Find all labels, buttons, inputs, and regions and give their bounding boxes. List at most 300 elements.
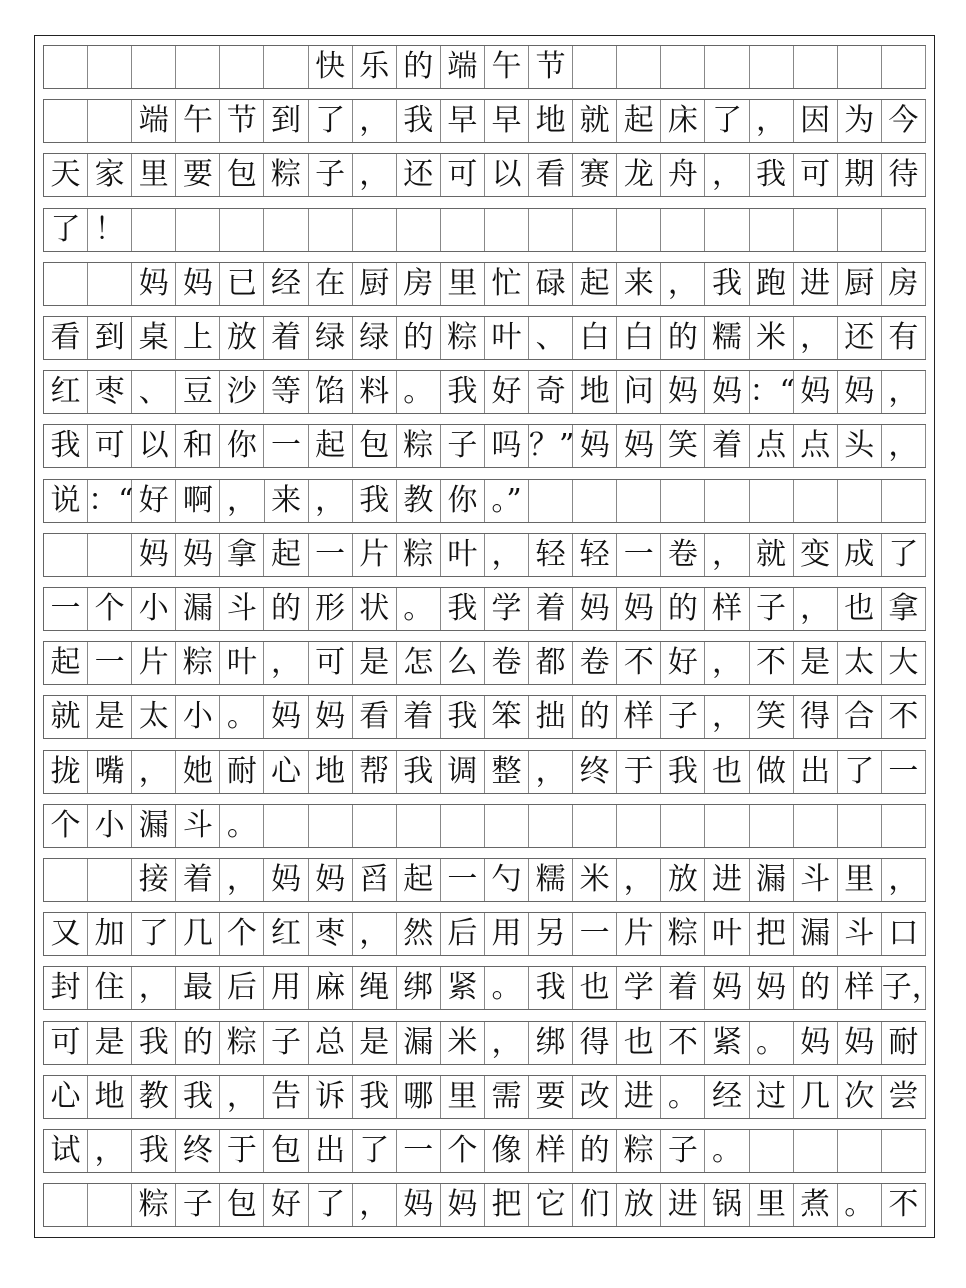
- character-cell: 包: [353, 425, 397, 467]
- character-cell: 笑: [661, 425, 705, 467]
- character-cell: 了: [132, 913, 176, 955]
- character-cell: 还: [838, 317, 882, 359]
- character-cell: 可: [44, 1022, 88, 1064]
- character-cell: 妈: [705, 371, 749, 413]
- character-cell: 进: [617, 1076, 661, 1118]
- character-cell: 放: [617, 1184, 661, 1226]
- character-cell: 出: [309, 1130, 353, 1172]
- character-cell: 问: [617, 371, 661, 413]
- empty-cell: [838, 1130, 882, 1172]
- character-cell: 漏: [397, 1022, 441, 1064]
- character-cell: 妈: [397, 1184, 441, 1226]
- character-cell: 合: [838, 696, 882, 738]
- character-cell: 到: [264, 100, 308, 142]
- punctuation-cell: 。”: [485, 480, 529, 522]
- punctuation-cell: ，: [705, 642, 749, 684]
- punctuation-cell: 。: [397, 588, 441, 630]
- character-cell: 和: [176, 425, 220, 467]
- character-cell: 尝: [882, 1076, 926, 1118]
- character-cell: 不: [882, 1184, 926, 1226]
- character-cell: 一: [617, 534, 661, 576]
- character-cell: 你: [220, 425, 264, 467]
- character-cell: 笨: [485, 696, 529, 738]
- character-cell: 赛: [573, 154, 617, 196]
- character-cell: 得: [794, 696, 838, 738]
- character-cell: 小: [176, 696, 220, 738]
- empty-cell: [529, 805, 573, 847]
- character-cell: 试: [44, 1130, 88, 1172]
- character-cell: 后: [220, 967, 264, 1009]
- character-cell: 粽: [661, 913, 705, 955]
- punctuation-cell: 、: [132, 371, 176, 413]
- character-cell: 粽: [617, 1130, 661, 1172]
- character-cell: 么: [441, 642, 485, 684]
- essay-line: [43, 1021, 926, 1065]
- empty-cell: [573, 480, 617, 522]
- empty-cell: [44, 263, 88, 305]
- empty-cell: [617, 805, 661, 847]
- character-cell: 地: [573, 371, 617, 413]
- character-cell: 斗: [220, 588, 264, 630]
- empty-cell: [750, 209, 794, 251]
- character-cell: 个: [441, 1130, 485, 1172]
- character-cell: 后: [441, 913, 485, 955]
- character-cell: 拙: [529, 696, 573, 738]
- character-cell: 的: [264, 588, 308, 630]
- empty-cell: [573, 46, 617, 88]
- empty-cell: [44, 100, 88, 142]
- character-cell: 床: [661, 100, 705, 142]
- character-cell: 以: [485, 154, 529, 196]
- empty-cell: [750, 1130, 794, 1172]
- character-cell: 个: [88, 588, 132, 630]
- character-cell: 叶: [705, 913, 749, 955]
- character-cell: 起: [573, 263, 617, 305]
- empty-cell: [88, 859, 132, 901]
- character-cell: 妈: [838, 1022, 882, 1064]
- character-cell: 麻: [309, 967, 353, 1009]
- empty-cell: [397, 805, 441, 847]
- character-cell: 了: [353, 1130, 397, 1172]
- empty-cell: [750, 46, 794, 88]
- character-cell: 跑: [750, 263, 794, 305]
- character-cell: 里: [441, 1076, 485, 1118]
- character-cell: 也: [838, 588, 882, 630]
- character-cell: 样: [705, 588, 749, 630]
- character-cell: 起: [617, 100, 661, 142]
- character-cell: 卷: [661, 534, 705, 576]
- empty-cell: [882, 805, 926, 847]
- empty-cell: [176, 46, 220, 88]
- character-cell: 我: [750, 154, 794, 196]
- character-cell: 绑: [397, 967, 441, 1009]
- character-cell: 妈: [750, 967, 794, 1009]
- character-cell: 我: [661, 751, 705, 793]
- essay-line: [43, 587, 926, 631]
- punctuation-cell: ，: [353, 100, 397, 142]
- punctuation-cell: ，: [309, 480, 353, 522]
- character-cell: 放: [220, 317, 264, 359]
- essay-line: [43, 1075, 926, 1119]
- essay-line: [43, 1183, 926, 1227]
- punctuation-cell: 。: [661, 1076, 705, 1118]
- character-cell: 的: [573, 1130, 617, 1172]
- empty-cell: [661, 209, 705, 251]
- character-cell: 加: [88, 913, 132, 955]
- character-cell: 舟: [661, 154, 705, 196]
- empty-cell: [838, 209, 882, 251]
- character-cell: 紧: [441, 967, 485, 1009]
- character-cell: 到: [88, 317, 132, 359]
- essay-line: [43, 912, 926, 956]
- character-cell: 好: [132, 480, 176, 522]
- character-cell: 了: [705, 100, 749, 142]
- character-cell: 起: [44, 642, 88, 684]
- empty-cell: [794, 209, 838, 251]
- empty-cell: [264, 46, 308, 88]
- character-cell: 片: [353, 534, 397, 576]
- character-cell: 用: [485, 913, 529, 955]
- essay-line: [43, 858, 926, 902]
- character-cell: 着: [397, 696, 441, 738]
- character-cell: 次: [838, 1076, 882, 1118]
- punctuation-cell: 。: [397, 371, 441, 413]
- character-cell: 一: [441, 859, 485, 901]
- punctuation-cell: ，: [353, 913, 397, 955]
- character-cell: 看: [529, 154, 573, 196]
- punctuation-cell: 。: [220, 805, 264, 847]
- punctuation-cell: ，: [220, 859, 264, 901]
- character-cell: 里: [750, 1184, 794, 1226]
- empty-cell: [220, 209, 264, 251]
- character-cell: 需: [485, 1076, 529, 1118]
- empty-cell: [485, 209, 529, 251]
- empty-cell: [794, 805, 838, 847]
- empty-cell: [44, 1184, 88, 1226]
- character-cell: 米: [441, 1022, 485, 1064]
- character-cell: 桌: [132, 317, 176, 359]
- empty-cell: [750, 805, 794, 847]
- character-cell: 起: [309, 425, 353, 467]
- character-cell: 得: [573, 1022, 617, 1064]
- character-cell: 以: [132, 425, 176, 467]
- punctuation-cell: ，: [353, 1184, 397, 1226]
- punctuation-cell: ，: [220, 1076, 264, 1118]
- character-cell: 是: [353, 1022, 397, 1064]
- character-cell: 一: [573, 913, 617, 955]
- punctuation-cell: ，: [705, 696, 749, 738]
- character-cell: 状: [353, 588, 397, 630]
- character-cell: 子: [661, 1130, 705, 1172]
- character-cell: 你: [441, 480, 485, 522]
- character-cell: 于: [220, 1130, 264, 1172]
- empty-cell: [309, 805, 353, 847]
- character-cell: 点: [794, 425, 838, 467]
- character-cell: 它: [529, 1184, 573, 1226]
- character-cell: 奇: [529, 371, 573, 413]
- character-cell: 了: [309, 1184, 353, 1226]
- character-cell: 天: [44, 154, 88, 196]
- character-cell: 改: [573, 1076, 617, 1118]
- character-cell: 妈: [264, 696, 308, 738]
- character-cell: 豆: [176, 371, 220, 413]
- character-cell: 家: [88, 154, 132, 196]
- character-cell: 妈: [705, 967, 749, 1009]
- essay-line: [43, 1129, 926, 1173]
- character-cell: 也: [573, 967, 617, 1009]
- character-cell: 把: [750, 913, 794, 955]
- character-cell: 为: [838, 100, 882, 142]
- essay-line: [43, 262, 926, 306]
- character-cell: 妈: [176, 534, 220, 576]
- character-cell: 的: [661, 317, 705, 359]
- character-cell: 红: [44, 371, 88, 413]
- character-cell: 子: [309, 154, 353, 196]
- character-cell: 把: [485, 1184, 529, 1226]
- character-cell: 点: [750, 425, 794, 467]
- character-cell: 放: [661, 859, 705, 901]
- essay-line: [43, 153, 926, 197]
- character-cell: 斗: [794, 859, 838, 901]
- character-cell: 里: [441, 263, 485, 305]
- character-cell: 绿: [353, 317, 397, 359]
- character-cell: 看: [44, 317, 88, 359]
- character-cell: 妈: [132, 534, 176, 576]
- essay-line: [43, 370, 926, 414]
- character-cell: 妈: [132, 263, 176, 305]
- empty-cell: [441, 209, 485, 251]
- character-cell: 起: [264, 534, 308, 576]
- character-cell: 她: [176, 751, 220, 793]
- character-cell: 起: [397, 859, 441, 901]
- character-cell: 看: [353, 696, 397, 738]
- punctuation-cell: ，: [882, 371, 926, 413]
- character-cell: 是: [794, 642, 838, 684]
- character-cell: 的: [661, 588, 705, 630]
- punctuation-cell: 。: [485, 967, 529, 1009]
- character-cell: 可: [309, 642, 353, 684]
- empty-cell: [353, 209, 397, 251]
- punctuation-cell: ，: [485, 1022, 529, 1064]
- punctuation-cell: ，: [661, 263, 705, 305]
- character-cell: 紧: [705, 1022, 749, 1064]
- punctuation-cell: ，: [882, 859, 926, 901]
- character-cell: 一: [44, 588, 88, 630]
- character-cell: 粽: [441, 317, 485, 359]
- character-cell: 教: [397, 480, 441, 522]
- character-cell: 妈: [794, 371, 838, 413]
- character-cell: 几: [794, 1076, 838, 1118]
- character-cell: 着: [661, 967, 705, 1009]
- essay-line: [43, 750, 926, 794]
- punctuation-cell: ，: [132, 967, 176, 1009]
- empty-cell: [882, 480, 926, 522]
- empty-cell: [750, 480, 794, 522]
- character-cell: 拿: [220, 534, 264, 576]
- character-cell: 米: [750, 317, 794, 359]
- character-cell: 可: [88, 425, 132, 467]
- essay-line: [43, 966, 942, 1010]
- essay-line: [43, 424, 926, 468]
- character-cell: 粽: [397, 425, 441, 467]
- character-cell: 了: [838, 751, 882, 793]
- character-cell: 进: [705, 859, 749, 901]
- character-cell: 叶: [220, 642, 264, 684]
- character-cell: 漏: [132, 805, 176, 847]
- character-cell: 的: [176, 1022, 220, 1064]
- character-cell: 绿: [309, 317, 353, 359]
- character-cell: 诉: [309, 1076, 353, 1118]
- character-cell: 地: [529, 100, 573, 142]
- character-cell: 糯: [705, 317, 749, 359]
- character-cell: 房: [397, 263, 441, 305]
- character-cell: 就: [573, 100, 617, 142]
- character-cell: 是: [88, 696, 132, 738]
- character-cell: 子: [264, 1022, 308, 1064]
- character-cell: 妈: [309, 696, 353, 738]
- character-cell: 子: [750, 588, 794, 630]
- character-cell: 还: [397, 154, 441, 196]
- character-cell: 学: [485, 588, 529, 630]
- character-cell: 着: [264, 317, 308, 359]
- punctuation-cell: ，: [88, 1130, 132, 1172]
- character-cell: 笑: [750, 696, 794, 738]
- character-cell: 进: [794, 263, 838, 305]
- essay-line: [43, 479, 926, 523]
- character-cell: 沙: [220, 371, 264, 413]
- empty-cell: [882, 1130, 926, 1172]
- character-cell: 妈: [617, 588, 661, 630]
- punctuation-cell: ，: [353, 154, 397, 196]
- character-cell: 卷: [485, 642, 529, 684]
- character-cell: 个: [220, 913, 264, 955]
- character-cell: 已: [220, 263, 264, 305]
- character-cell: 耐: [220, 751, 264, 793]
- character-cell: 粽: [397, 534, 441, 576]
- character-cell: 做: [750, 751, 794, 793]
- character-cell: 的: [573, 696, 617, 738]
- punctuation-cell: ，: [132, 751, 176, 793]
- character-cell: 好: [661, 642, 705, 684]
- character-cell: 太: [132, 696, 176, 738]
- character-cell: 好: [485, 371, 529, 413]
- character-cell: 我: [353, 1076, 397, 1118]
- character-cell: 来: [617, 263, 661, 305]
- character-cell: 是: [353, 642, 397, 684]
- character-cell: 等: [264, 371, 308, 413]
- character-cell: 着: [705, 425, 749, 467]
- character-cell: 煮: [794, 1184, 838, 1226]
- empty-cell: [794, 46, 838, 88]
- empty-cell: [838, 480, 882, 522]
- character-cell: 可: [441, 154, 485, 196]
- empty-cell: [353, 805, 397, 847]
- punctuation-cell: 、: [529, 317, 573, 359]
- character-cell: 了: [882, 534, 926, 576]
- character-cell: 我: [397, 100, 441, 142]
- character-cell: 锅: [705, 1184, 749, 1226]
- punctuation-cell: ，: [750, 100, 794, 142]
- empty-cell: [88, 1184, 132, 1226]
- character-cell: 住: [88, 967, 132, 1009]
- character-cell: 可: [794, 154, 838, 196]
- character-cell: 斗: [838, 913, 882, 955]
- character-cell: 妈: [264, 859, 308, 901]
- character-cell: 吗: [485, 425, 529, 467]
- punctuation-cell: ，: [220, 480, 264, 522]
- character-cell: 地: [309, 751, 353, 793]
- character-cell: 我: [441, 696, 485, 738]
- empty-cell: [176, 209, 220, 251]
- character-cell: 要: [176, 154, 220, 196]
- character-cell: 总: [309, 1022, 353, 1064]
- character-cell: 样: [617, 696, 661, 738]
- character-cell: 我: [705, 263, 749, 305]
- empty-cell: [529, 209, 573, 251]
- essay-line: [43, 208, 926, 252]
- empty-cell: [705, 480, 749, 522]
- character-cell: 糯: [529, 859, 573, 901]
- character-cell: 子: [441, 425, 485, 467]
- character-cell: 叶: [441, 534, 485, 576]
- character-cell: 又: [44, 913, 88, 955]
- character-cell: 轻: [573, 534, 617, 576]
- empty-cell: [397, 209, 441, 251]
- character-cell: 教: [132, 1076, 176, 1118]
- character-cell: 我: [529, 967, 573, 1009]
- empty-cell: [88, 100, 132, 142]
- character-cell: 的: [397, 317, 441, 359]
- character-cell: 说: [44, 480, 88, 522]
- character-cell: 我: [397, 751, 441, 793]
- character-cell: 料: [353, 371, 397, 413]
- character-cell: 经: [705, 1076, 749, 1118]
- essay-line: [43, 99, 926, 143]
- empty-cell: [661, 480, 705, 522]
- character-cell: 调: [441, 751, 485, 793]
- empty-cell: [705, 46, 749, 88]
- empty-cell: [882, 209, 926, 251]
- character-cell: 轻: [529, 534, 573, 576]
- empty-cell: [88, 263, 132, 305]
- character-cell: 子: [176, 1184, 220, 1226]
- character-cell: 漏: [794, 913, 838, 955]
- empty-cell: [264, 209, 308, 251]
- character-cell: 也: [705, 751, 749, 793]
- character-cell: 都: [529, 642, 573, 684]
- empty-cell: [661, 46, 705, 88]
- character-cell: 一: [309, 534, 353, 576]
- character-cell: 太: [838, 642, 882, 684]
- character-cell: 心: [44, 1076, 88, 1118]
- character-cell: 的: [794, 967, 838, 1009]
- empty-cell: [617, 209, 661, 251]
- punctuation-cell: ，: [882, 425, 926, 467]
- character-cell: 里: [132, 154, 176, 196]
- punctuation-cell: ，: [794, 588, 838, 630]
- character-cell: 在: [309, 263, 353, 305]
- character-cell: 因: [794, 100, 838, 142]
- punctuation-cell: ，: [529, 751, 573, 793]
- character-cell: 进: [661, 1184, 705, 1226]
- character-cell: 妈: [441, 1184, 485, 1226]
- punctuation-cell: 。: [750, 1022, 794, 1064]
- character-cell: 啊: [176, 480, 220, 522]
- empty-cell: [132, 46, 176, 88]
- character-cell: 不: [882, 696, 926, 738]
- character-cell: 舀: [353, 859, 397, 901]
- character-cell: 斗: [176, 805, 220, 847]
